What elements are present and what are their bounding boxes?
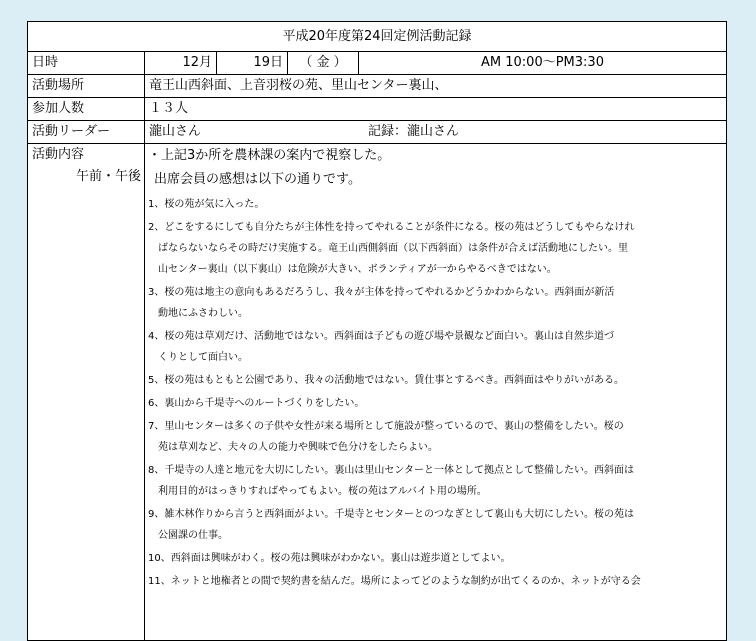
recorder-value: 記録：瀧山さん [368,124,460,139]
comment-item [148,370,726,391]
comment-line: 4、桜の苑は草刈だけ、活動地ではない。西斜面は子どもの遊び場や景観など面白い。裏山は自然歩道づ [148,331,614,342]
comment-item [148,548,726,569]
comment-item [148,460,726,502]
comment-line: 5、桜の苑はもともと公園であり、我々の活動地ではない。賃仕事とするべき。西斜面はやりがいがある。 [148,375,624,386]
comment-line: 公園課の仕事。 [158,530,228,541]
activity-record-table [27,21,727,641]
participants-value: １３人 [149,101,189,116]
comment-line: 2、どこをするにしても自分たちが主体性を持ってやれることが条件になる。桜の苑はどうしてもやらなけれ [148,222,635,233]
comment-line: 7、里山センターは多くの子供や女性が来る場所として施設が整っているので、裏山の整備をしたい。桜の [148,421,624,432]
comment-line: くりとして面白い。 [158,352,248,363]
comment-line: 3、桜の苑は地主の意向もあるだろうし、我々が主体を持ってやれるかどうかわからない。西斜面が新活 [148,287,615,298]
comment-line: 動地にふさわしい。 [158,308,248,319]
content-row [28,144,726,641]
comment-line: 8、千堤寺の人達と地元を大切にしたい。裏山は里山センターと一体として拠点として整備したい。西斜面は [148,465,634,476]
comment-item [148,326,726,368]
date-label: 日時 [28,52,145,74]
record-title: 平成20年度第24回定例活動記録 [28,22,726,52]
comment-line: 6、裏山から千堤寺へのルートづくりをしたい。 [148,398,365,409]
comment-line: ばならないならその時だけ実施する。竜王山西側斜面（以下西斜面）は条件が合えば活動地にしたい。里 [158,243,628,254]
leader-value: 瀧山さん [149,124,202,139]
content-body [145,144,726,641]
comment-item [148,504,726,546]
leader-row [28,121,726,144]
comment-line: 利用目的がはっきりすればやってもよい。桜の苑はアルバイト用の場所。 [158,486,487,497]
date-day: 19日 [217,52,288,74]
comment-line: 苑は草刈など、夫々の人の能力や興味で色分けをしたらよい。 [158,442,438,453]
comment-list [148,194,726,592]
intro-line-1: ・上記3か所を農林課の案内で視察した。 [148,148,391,163]
date-weekday: （ 金 ） [288,52,359,74]
leader-label: 活動リーダー [28,121,145,143]
content-label-cell [28,144,145,641]
participants-label: 参加人数 [28,98,145,120]
comment-line: 山センター裏山（以下裏山）は危険が大きい、ボランティアが一からやるべきではない。 [158,264,557,275]
place-row [28,75,726,98]
comment-item [148,217,726,280]
intro-line-2: 出席会員の感想は以下の通りです。 [154,172,361,187]
comment-line: 10、西斜面は興味がわく。桜の苑は興味がわかない。裏山は遊歩道としてよい。 [148,553,511,564]
place-label: 活動場所 [28,75,145,97]
comment-item [148,416,726,458]
date-row [28,52,726,75]
place-value: 竜王山西斜面、上音羽桜の苑、里山センター裏山、 [149,78,448,93]
date-month: 12月 [145,52,217,74]
date-time: AM 10:00～PM3:30 [481,55,604,70]
comment-item [148,282,726,324]
comment-line: 11、ネットと地権者との間で契約書を結んだ。場所によってどのような制約が出てくるのか、ネットが守る会 [148,576,641,587]
content-label: 活動内容 [32,147,85,162]
am-pm-label: 午前・午後 [76,169,142,184]
comment-line: 1、桜の苑が気に入った。 [148,199,265,210]
comment-line: 9、雑木林作りから言うと西斜面がよい。千堤寺とセンターとのつなぎとして裏山も大切にしたい。桜の苑は [148,509,634,520]
participants-row [28,98,726,121]
comment-item [148,194,726,215]
comment-item [148,393,726,414]
comment-item [148,571,726,592]
